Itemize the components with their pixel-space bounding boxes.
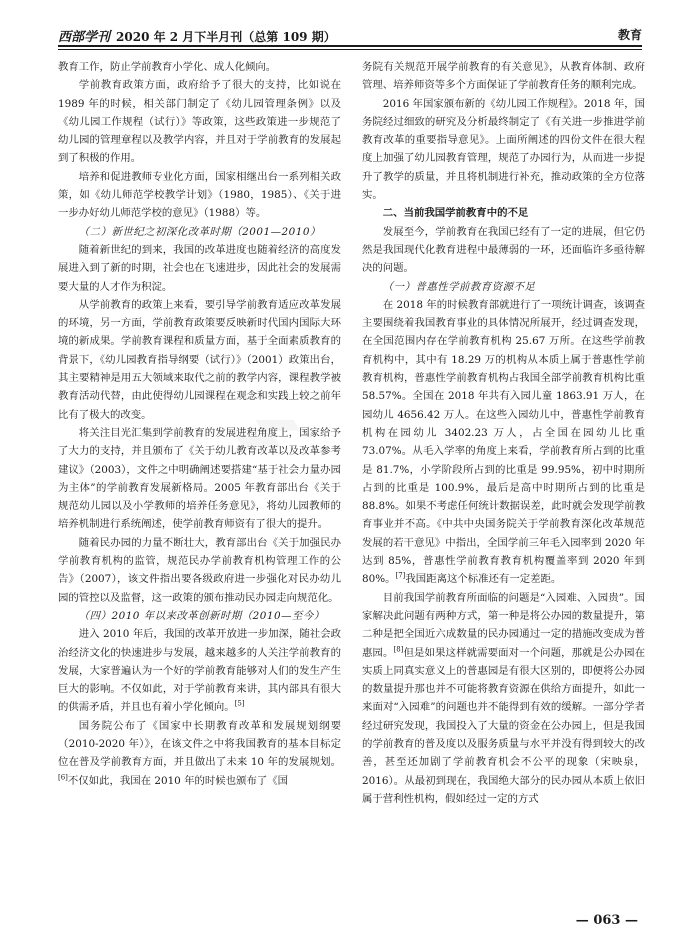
citation-marker: [7]: [395, 571, 406, 580]
header-rule-thick: [58, 45, 642, 47]
paragraph: [58, 168, 341, 223]
paragraph-text: （一）普惠性学前教育资源不足: [382, 280, 536, 293]
subsection-heading: [362, 278, 645, 296]
paragraph-text: 二、当前我国学前教育中的不足: [382, 207, 529, 220]
section-heading: [362, 204, 645, 222]
issue-info: 2020 年 2 月下半月刊（总第 109 期）: [116, 30, 336, 44]
journal-info: [58, 26, 336, 45]
paragraph: [58, 717, 341, 790]
paragraph-text: （四）2010 年以来改革创新时期（2010—至今）: [78, 609, 325, 622]
paragraph: [362, 296, 645, 589]
paragraph-text: （二）新世纪之初深化改革时期（2001—2010）: [78, 225, 321, 238]
paragraph-text: 进入 2010 年后，我国的改革开放进一步加深，随社会政治经济文化的快速进步与发展，越来越多的人关注学前教育的发展，大家普遍认为一个好的学前教育能够对人们的发生产生巨大的影响。不仅如此，对于学前教育来讲，其内部具有很大的供需矛盾，并且也有着小学化倾向。: [58, 628, 341, 714]
paragraph-text: 从学前教育的政策上来看，要引导学前教育适应改革发展的环境，另一方面，学前教育政策要反映新时代国内国际大环境的新成果。学前教育课程和质量方面，基于全面素质教育的背景下，《幼儿园教育指导纲要（试行）》（2001）政策出台，其主要精神是用五大领域来取代之前的教学内容，课程教学被教育活动代替，由此使得幼儿园课程在观念和实践上较之前年比有了极大的改变。: [58, 298, 341, 421]
paragraph: [362, 95, 645, 205]
right-column: [362, 58, 645, 808]
paragraph-text: 2016 年国家颁布新的《幼儿园工作规程》。2018 年，国务院经过细致的研究及分析最终制定了《有关进一步推进学前教育改革的重要指导意见》。上面所阐述的四份文件在很大程度上加强了幼儿园教育管理，规范了办园行为，从而进一步提升了教学的质量，并且将机制进行补充，推动政策的全方位落实。: [362, 97, 645, 202]
header-rule-thin: [58, 49, 642, 50]
page-header: [58, 24, 642, 46]
paragraph: [58, 58, 341, 76]
journal-logo: 西部学刊: [58, 30, 111, 45]
left-column: [58, 58, 341, 790]
section-label: 教育: [617, 28, 642, 42]
paragraph: [362, 589, 645, 809]
paragraph-text: 国务院公布了《国家中长期教育改革和发展规划纲要（2010-2020 年）》，在该文件之中将我国教育的基本目标定位在普及学前教育方面，并且做出了未来 10 年的发展规划。: [58, 719, 341, 769]
citation-marker: [8]: [393, 645, 404, 654]
paragraph-text: 随着民办园的力量不断壮大，教育部出台《关于加强民办学前教育机构的监管，规范民办学前教育机构管理工作的公告》（2007），该文件指出要各级政府进一步强化对民办幼儿园的管控以及监督，这一政策的颁布推动民办园走向规范化。: [58, 536, 341, 604]
subsection-heading: [58, 607, 341, 625]
paragraph-text: 培养和促进教师专业化方面，国家相继出台一系列相关政策，如《幼儿师范学校教学计划》（1980，1985）、《关于进一步办好幼儿师范学校的意见》（1988）等。: [58, 170, 341, 220]
citation-marker: [6]: [58, 773, 68, 782]
page-number: — 063 —: [575, 913, 638, 928]
paragraph: [362, 58, 645, 95]
subsection-heading: [58, 223, 341, 241]
paragraph: [58, 625, 341, 716]
paragraph-text-tail: 我国距离这个标准还有一定差距。: [405, 573, 562, 586]
paragraph: [58, 296, 341, 424]
paragraph-text-tail: 不仅如此，我国在 2010 年的时候也颁布了《国: [67, 774, 289, 787]
paragraph-text: 在 2018 年的时候教育部就进行了一项统计调查，该调查主要围绕着我国教育事业的具体情况所展开，经过调查发现，在全国范围内存在学前教育机构 25.67 万所。在这些学前教育机构中，其中有 18.29 万的机构从本质上属于普惠性学前教育机构，普惠性学前教育机构占我国全部学前教育机构比重 58.57%。全国在 2018 年共有入园儿童 1863.91 万人，在园幼儿 4656.42 万人。在这些入园幼儿中，普惠性学前教育机构在园幼儿 3402.23 万人，占全国在园幼儿比重 73.07%。从毛入学率的角度上来看，学前教育所占到的比重是 81.7%，小学阶段所占到的比重是 99.95%，初中时期所占到的比重是 100.9%，最后是高中时期所占到的比重是 88.8%。如果不考虑任何统计数据误差，此时就会发现学前教育事业并不高。《中共中央国务院关于学前教育深化改革规范发展的若干意见》中指出，全国学前三年毛入园率到 2020 年达到 85%，普惠性学前教育教育机构覆盖率到 2020 年到 80%。: [362, 298, 645, 586]
citation-marker: [5]: [234, 699, 245, 708]
paragraph-text: 发展至今，学前教育在我国已经有了一定的进展，但它仍然是我国现代化教育进程中最薄弱的一环，还面临许多亟待解决的问题。: [362, 225, 645, 275]
paragraph: [58, 424, 341, 534]
paragraph: [362, 223, 645, 278]
paragraph-text: 务院有关规范开展学前教育的有关意见》，从教育体制、政府管理、培养师资等多个方面保证了学前教育任务的顺利完成。: [362, 61, 645, 92]
paragraph: [58, 534, 341, 607]
paragraph-text: 学前教育政策方面，政府给予了很大的支持，比如说在 1989 年的时候，相关部门制定了《幼儿园管理条例》以及《幼儿园工作规程（试行）》等政策，这些政策进一步规范了幼儿园的管理章程以及教学内容，并且对于学前教育的发展起到了积极的作用。: [58, 79, 341, 165]
paragraph-text: 教育工作，防止学前教育小学化、成人化倾向。: [58, 61, 277, 73]
paragraph-text: 随着新世纪的到来，我国的改革进度也随着经济的高度发展进入到了新的时期，社会也在飞速进步，因此社会的发展需要大量的人才作为积淀。: [58, 243, 341, 293]
paragraph-text: 将关注目光汇集到学前教育的发展进程角度上，国家给予了大力的支持，并且颁布了《关于幼儿教育改革以及改革参考建议》（2003），文件之中明确阐述要搭建“基于社会力量办园为主体”的学前教育发展新格局。2005 年教育部出台《关于规范幼儿园以及小学教师的培养任务意见》，将幼儿园教师的培养机制进行系统阐述，使学前教育师资有了很大的提升。: [58, 426, 341, 531]
paragraph: [58, 241, 341, 296]
paragraph-text: 目前我国学前教育所面临的问题是“入园难、入园贵”。国家解决此问题有两种方式，第一种是将公办园的数量提升，第二种是把全国近六成数量的民办园通过一定的措施改变成为普惠园。: [362, 591, 645, 659]
paragraph: [58, 76, 341, 167]
paragraph-text-tail: 但是如果这样就需要面对一个问题，那就是公办园在实质上同真实意义上的普惠园是有很大区别的，即便将公办园的数量提升那也并不可能将教育资源在供给方面提升，如此一来面对“入园难”的问题也并不能得到有效的缓解。一部分学者经过研究发现，我国投入了大量的资金在公办园上，但是我国的学前教育的普及度以及服务质量与水平并没有得到较大的改善，甚至还加剧了学前教育机会不公平的现象（宋映泉，2016）。从最初到现在，我国绝大部分的民办园从本质上依旧属于营利性机构，假如经过一定的方式: [362, 646, 646, 805]
